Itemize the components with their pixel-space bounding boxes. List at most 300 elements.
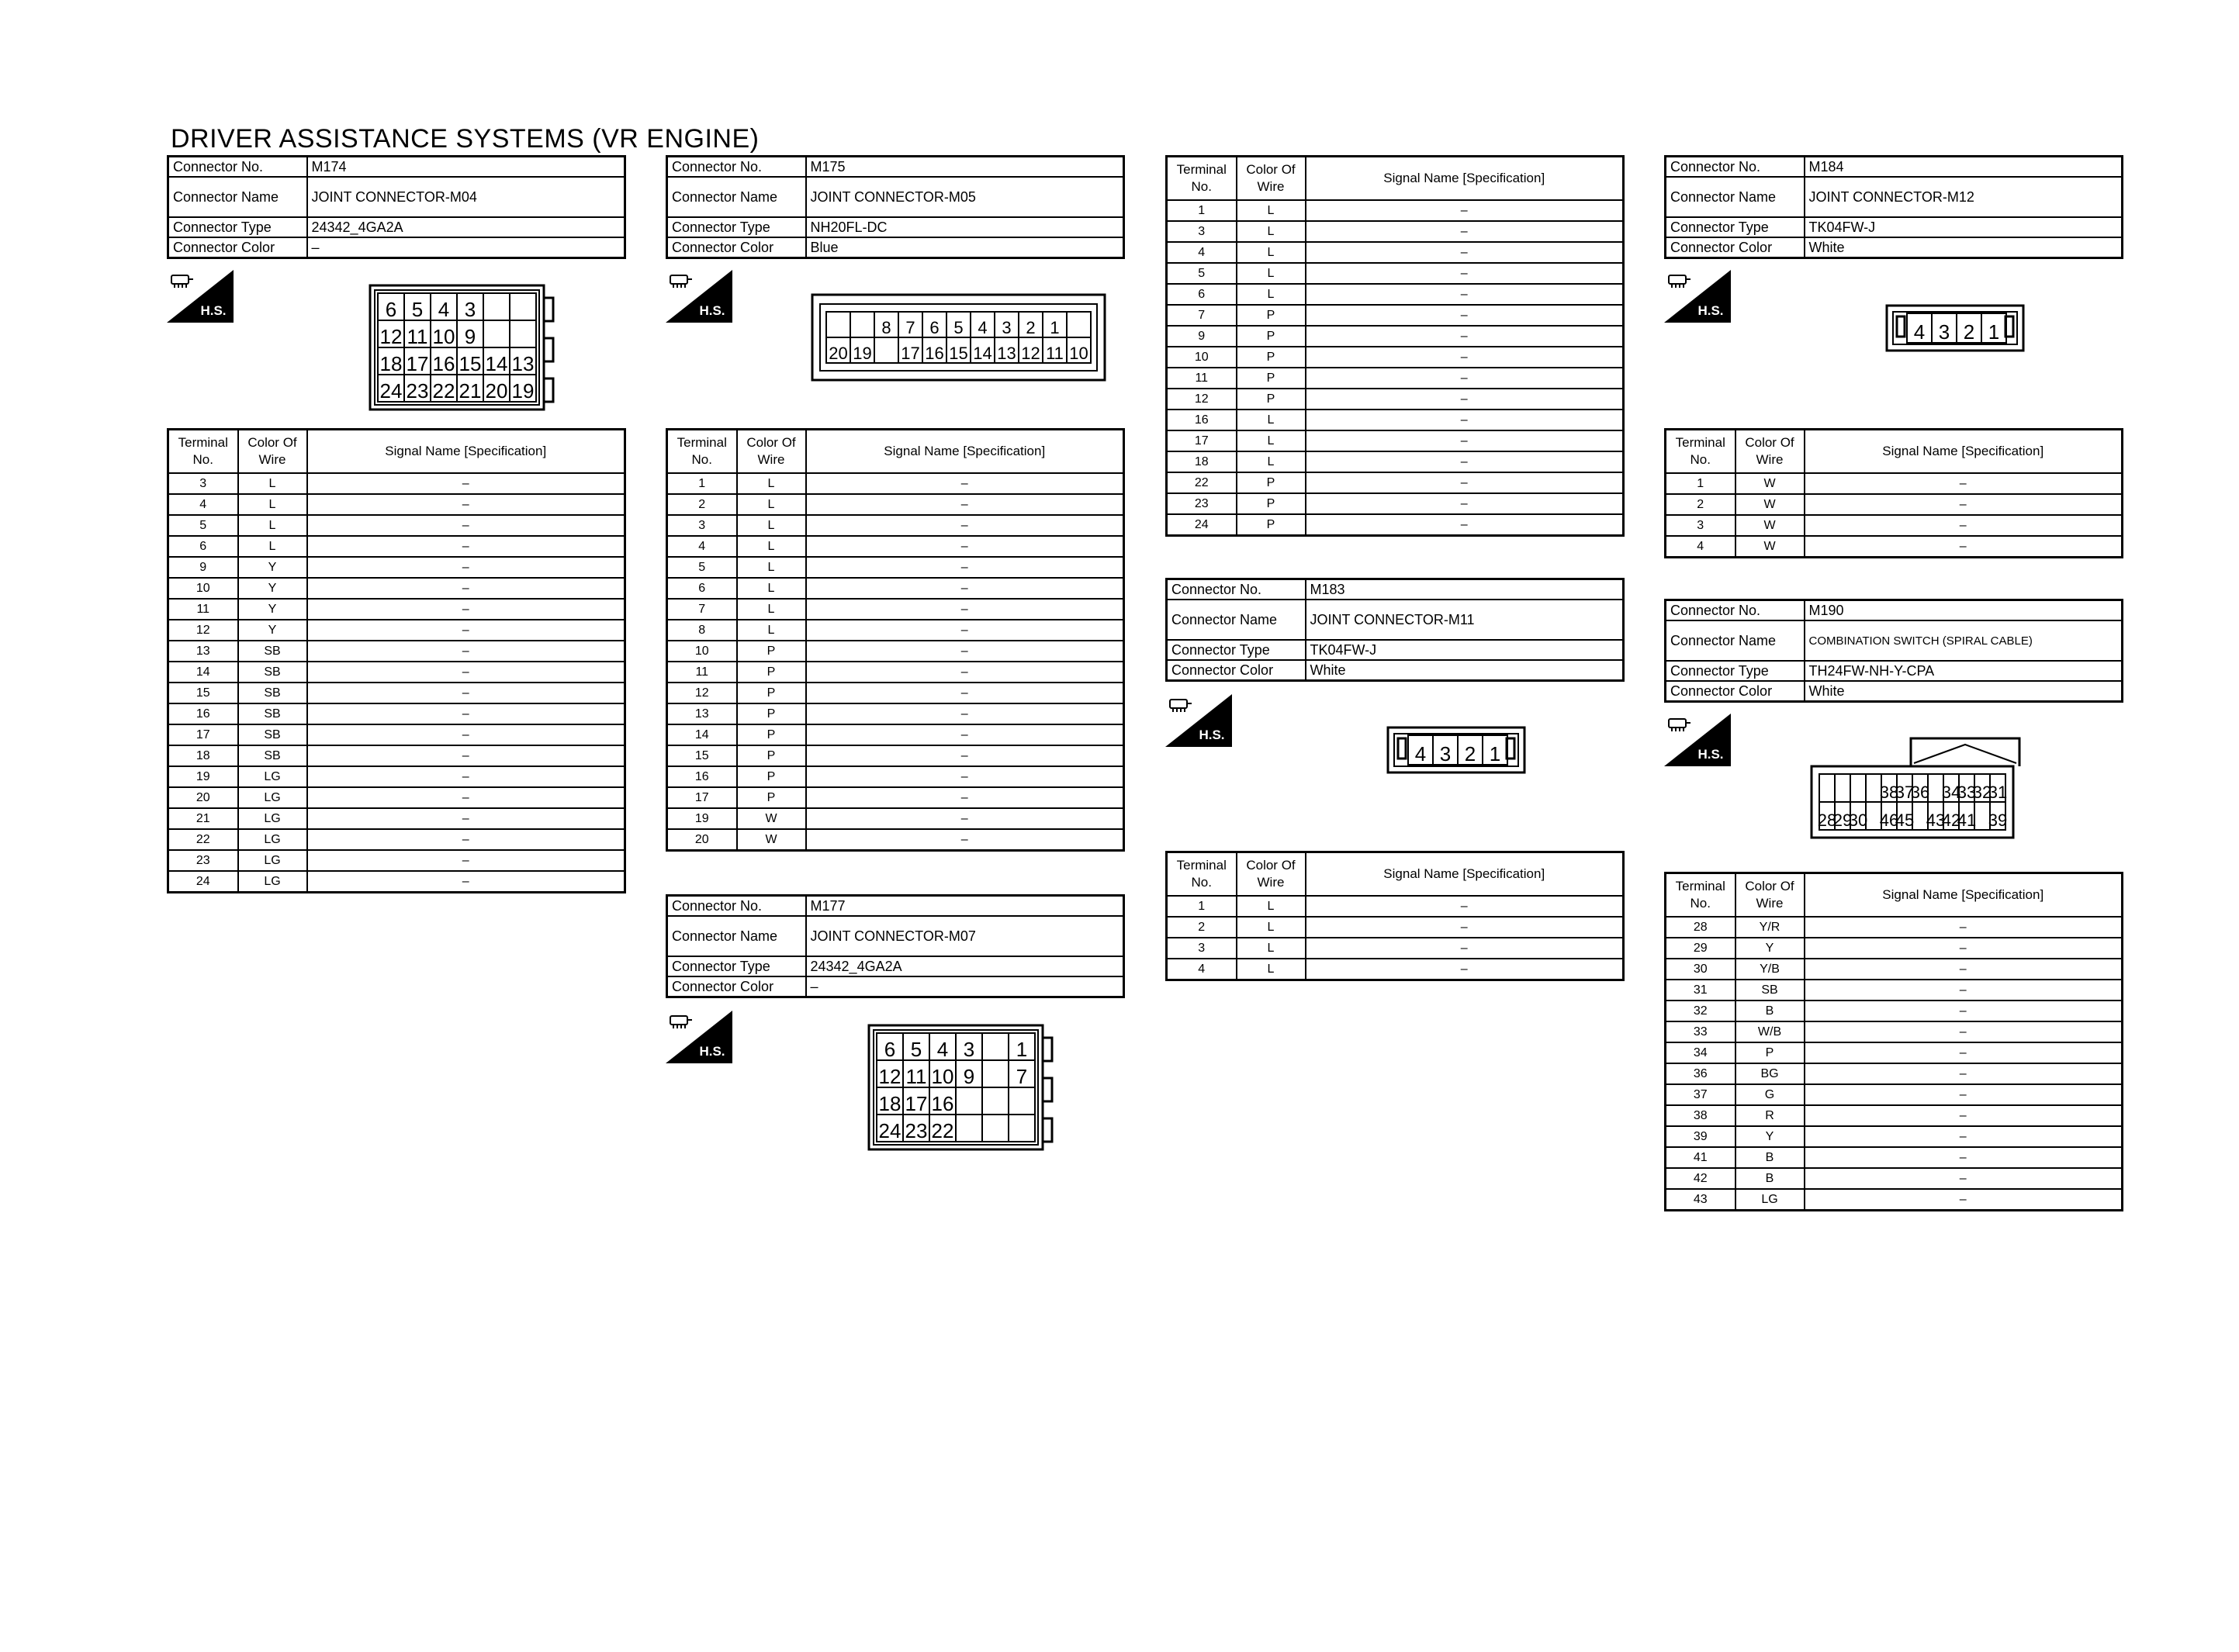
pin-number: 7 [1016, 1065, 1028, 1088]
table-row [168, 850, 625, 871]
pin-number: 7 [905, 318, 915, 337]
page-title: DRIVER ASSISTANCE SYSTEMS (VR ENGINE) [171, 124, 760, 154]
connector-color-value: – [307, 237, 625, 258]
table-row [1666, 1147, 2123, 1168]
connector-color-value: – [806, 976, 1124, 997]
pin-number: 16 [432, 352, 455, 375]
wire-color-cell: P [1237, 493, 1306, 514]
wire-color-cell: L [1237, 410, 1306, 430]
pin-number: 17 [901, 344, 920, 363]
connector-name-value: JOINT CONNECTOR-M11 [1306, 600, 1624, 640]
terminal-no-cell: 22 [1167, 472, 1237, 493]
table-row [168, 703, 625, 724]
signal-name-cell: – [1306, 221, 1624, 242]
terminal-no-cell: 20 [168, 787, 238, 808]
connector-name-label: Connector Name [1666, 620, 1805, 661]
wire-color-cell: W/B [1735, 1021, 1805, 1042]
connector-color-label: Connector Color [1666, 237, 1805, 258]
pin-cavity [510, 293, 536, 320]
signal-name-cell: – [1805, 959, 2123, 980]
pin-number: 2 [1026, 318, 1036, 337]
table-row [1167, 389, 1624, 410]
terminal-no-cell: 17 [667, 787, 737, 808]
terminal-no-cell: 9 [168, 557, 238, 578]
wire-color-cell: LG [238, 850, 307, 871]
signal-name-cell: – [1805, 917, 2123, 938]
connector-no-label: Connector No. [1666, 157, 1805, 178]
table-row [1666, 473, 2123, 494]
signal-name-cell: – [1805, 1021, 2123, 1042]
wire-color-cell: P [737, 745, 806, 766]
wire-color-cell: P [1237, 368, 1306, 389]
wire-color-cell: L [737, 494, 806, 515]
connector-no-label: Connector No. [667, 896, 806, 917]
signal-name-cell: – [1306, 896, 1624, 917]
pin-number: 37 [1895, 783, 1915, 802]
wire-color-cell: P [737, 641, 806, 662]
table-row [1167, 917, 1624, 938]
pin-cavity [483, 320, 510, 347]
terminal-no-cell: 12 [168, 620, 238, 641]
table-row [667, 808, 1124, 829]
table-row [667, 536, 1124, 557]
table-row [1167, 221, 1624, 242]
terminal-no-cell: 10 [667, 641, 737, 662]
harness-side-icon [666, 270, 732, 323]
terminal-no-cell: 2 [1167, 917, 1237, 938]
terminal-no-cell: 15 [667, 745, 737, 766]
connector-info-m177 [666, 894, 1125, 998]
terminal-no-cell: 11 [1167, 368, 1237, 389]
terminal-no-cell: 5 [1167, 263, 1237, 284]
wire-color-cell: P [1237, 472, 1306, 493]
pin-number: 39 [1988, 810, 2008, 830]
connector-no-label: Connector No. [168, 157, 307, 178]
wire-color-cell: L [1237, 221, 1306, 242]
pin-cavity [874, 337, 898, 363]
table-row [1666, 1126, 2123, 1147]
connector-info-m183 [1165, 578, 1625, 682]
connector-lock [1897, 316, 1905, 337]
wire-color-cell: W [1735, 536, 1805, 558]
table-row [1167, 430, 1624, 451]
terminal-no-cell: 19 [168, 766, 238, 787]
pin-number: 24 [878, 1119, 901, 1142]
terminal-no-cell: 30 [1666, 959, 1735, 980]
wire-color-cell: P [737, 683, 806, 703]
table-row [667, 620, 1124, 641]
connector-no-value: M177 [806, 896, 1124, 917]
signal-name-header: Signal Name [Specification] [1805, 873, 2123, 918]
pin-number: 46 [1879, 810, 1899, 830]
wire-color-cell: P [737, 787, 806, 808]
signal-name-cell: – [1805, 1084, 2123, 1105]
wire-color-cell: W [737, 829, 806, 851]
wire-color-cell: SB [238, 724, 307, 745]
table-row [168, 662, 625, 683]
pin-table-m190 [1664, 872, 2123, 1211]
terminal-no-cell: 20 [667, 829, 737, 851]
pin-number: 36 [1910, 783, 1930, 802]
table-row [667, 515, 1124, 536]
pin-cavity [1009, 1115, 1035, 1142]
table-row [667, 683, 1124, 703]
signal-name-cell: – [1306, 917, 1624, 938]
signal-name-cell: – [1306, 305, 1624, 326]
table-row [1666, 1105, 2123, 1126]
table-row [1167, 896, 1624, 917]
wire-color-cell: W [737, 808, 806, 829]
pin-number: 6 [884, 1038, 896, 1061]
table-row [1666, 494, 2123, 515]
signal-name-cell: – [1306, 410, 1624, 430]
terminal-no-cell: 5 [667, 557, 737, 578]
table-row [667, 662, 1124, 683]
wire-color-cell: BG [1735, 1063, 1805, 1084]
pin-number: 14 [973, 344, 992, 363]
signal-name-cell: – [307, 766, 625, 787]
wire-color-cell: L [1237, 959, 1306, 980]
signal-name-cell: – [307, 557, 625, 578]
table-row [1167, 451, 1624, 472]
terminal-no-cell: 10 [1167, 347, 1237, 368]
connector-type-label: Connector Type [1666, 661, 1805, 681]
connector-no-label: Connector No. [1167, 579, 1306, 600]
terminal-no-cell: 1 [667, 473, 737, 494]
signal-name-cell: – [806, 515, 1124, 536]
table-row [1167, 514, 1624, 536]
connector-color-value: White [1805, 681, 2123, 702]
pin-number: 10 [432, 325, 455, 348]
terminal-no-cell: 15 [168, 683, 238, 703]
signal-name-cell: – [1805, 1105, 2123, 1126]
table-row [1666, 959, 2123, 980]
signal-name-cell: – [1805, 536, 2123, 558]
wire-color-cell: Y [238, 599, 307, 620]
pin-number: 13 [511, 352, 535, 375]
pin-number: 20 [485, 379, 508, 403]
pin-number: 4 [1414, 742, 1427, 766]
pin-number: 11 [407, 325, 428, 348]
wire-color-cell: G [1735, 1084, 1805, 1105]
pin-number: 1 [1050, 318, 1060, 337]
pin-number: 15 [949, 344, 968, 363]
table-row [1666, 1168, 2123, 1189]
terminal-no-cell: 4 [667, 536, 737, 557]
signal-name-cell: – [806, 745, 1124, 766]
connector-type-value: TH24FW-NH-Y-CPA [1805, 661, 2123, 681]
terminal-no-cell: 3 [1167, 938, 1237, 959]
signal-name-cell: – [307, 662, 625, 683]
wire-color-cell: LG [238, 766, 307, 787]
signal-name-cell: – [1805, 1147, 2123, 1168]
hs-badge-label: H.S. [699, 303, 725, 318]
table-row [1167, 200, 1624, 221]
wire-color-cell: B [1735, 1001, 1805, 1021]
signal-name-cell: – [1306, 430, 1624, 451]
pin-number: 38 [1879, 783, 1899, 802]
pin-number: 5 [953, 318, 964, 337]
connector-name-value: JOINT CONNECTOR-M12 [1805, 177, 2123, 217]
connector-name-value: COMBINATION SWITCH (SPIRAL CABLE) [1805, 620, 2123, 661]
connector-no-value: M190 [1805, 600, 2123, 621]
terminal-no-cell: 16 [168, 703, 238, 724]
signal-name-cell: – [1805, 515, 2123, 536]
pin-number: 3 [1439, 742, 1452, 766]
pin-number: 9 [963, 1065, 975, 1088]
connector-type-label: Connector Type [667, 956, 806, 976]
signal-name-cell: – [1306, 493, 1624, 514]
table-row [667, 473, 1124, 494]
terminal-no-header: Terminal No. [1666, 873, 1735, 918]
connector-name-label: Connector Name [667, 177, 806, 217]
color-of-wire-header: Color Of Wire [1735, 873, 1805, 918]
table-row [168, 745, 625, 766]
terminal-no-cell: 37 [1666, 1084, 1735, 1105]
table-row [168, 557, 625, 578]
pin-number: 1 [1016, 1038, 1028, 1061]
table-row [667, 557, 1124, 578]
hs-badge-label: H.S. [200, 303, 227, 318]
pin-number: 3 [963, 1038, 975, 1061]
pin-cavity [1850, 774, 1866, 802]
wire-color-cell: L [1237, 284, 1306, 305]
table-row [168, 578, 625, 599]
terminal-no-cell: 18 [1167, 451, 1237, 472]
wire-color-cell: Y [238, 557, 307, 578]
hs-badge-label: H.S. [699, 1044, 725, 1059]
connector-name-label: Connector Name [168, 177, 307, 217]
pin-number: 18 [878, 1092, 901, 1115]
pin-cavity [956, 1115, 982, 1142]
table-row [1167, 284, 1624, 305]
table-row [1167, 242, 1624, 263]
pin-number: 2 [1963, 320, 1975, 344]
table-row [1167, 263, 1624, 284]
signal-name-cell: – [307, 871, 625, 893]
wire-color-cell: LG [238, 787, 307, 808]
terminal-no-header: Terminal No. [168, 430, 238, 474]
connector-color-label: Connector Color [667, 976, 806, 997]
wire-color-cell: L [737, 599, 806, 620]
signal-name-cell: – [806, 536, 1124, 557]
connector-type-value: NH20FL-DC [806, 217, 1124, 237]
table-row [168, 515, 625, 536]
wire-color-cell: SB [238, 683, 307, 703]
wire-color-cell: L [1237, 242, 1306, 263]
terminal-no-header: Terminal No. [1167, 852, 1237, 897]
connector-face-m174 [369, 284, 558, 411]
signal-name-cell: – [307, 745, 625, 766]
terminal-no-cell: 5 [168, 515, 238, 536]
table-row [1666, 938, 2123, 959]
signal-name-cell: – [806, 808, 1124, 829]
harness-side-icon [1165, 694, 1232, 747]
connector-type-label: Connector Type [168, 217, 307, 237]
pin-cavity [826, 312, 850, 337]
connector-latch [544, 298, 553, 321]
signal-name-cell: – [307, 536, 625, 557]
connector-hood [1911, 738, 2019, 766]
pin-number: 17 [905, 1092, 928, 1115]
table-row [1167, 368, 1624, 389]
pin-number: 10 [931, 1065, 954, 1088]
table-row [1666, 1084, 2123, 1105]
table-row [1666, 536, 2123, 558]
pin-table-m184 [1664, 428, 2123, 558]
connector-type-value: 24342_4GA2A [806, 956, 1124, 976]
signal-name-cell: – [1306, 284, 1624, 305]
table-row [1666, 980, 2123, 1001]
wire-color-cell: SB [238, 703, 307, 724]
connector-latch [1043, 1078, 1052, 1101]
pin-number: 16 [925, 344, 944, 363]
table-row [168, 599, 625, 620]
wire-color-cell: Y [1735, 1126, 1805, 1147]
pin-number: 9 [464, 325, 476, 348]
wire-color-cell: L [238, 536, 307, 557]
pin-number: 1 [1988, 320, 2000, 344]
signal-name-cell: – [1306, 242, 1624, 263]
terminal-no-cell: 6 [1167, 284, 1237, 305]
signal-name-cell: – [806, 787, 1124, 808]
terminal-no-cell: 1 [1167, 896, 1237, 917]
signal-name-cell: – [1306, 263, 1624, 284]
connector-info-m184 [1664, 155, 2123, 259]
signal-name-cell: – [307, 829, 625, 850]
table-row [1666, 1001, 2123, 1021]
signal-name-header: Signal Name [Specification] [1306, 852, 1624, 897]
connector-no-value: M174 [307, 157, 625, 178]
pin-number: 20 [829, 344, 848, 363]
terminal-no-cell: 3 [1666, 515, 1735, 536]
pin-number: 18 [379, 352, 403, 375]
table-row [168, 829, 625, 850]
color-of-wire-header: Color Of Wire [1735, 430, 1805, 474]
pin-cavity [483, 293, 510, 320]
terminal-no-cell: 10 [168, 578, 238, 599]
pin-number: 5 [411, 298, 424, 321]
pin-number: 12 [379, 325, 403, 348]
pin-number: 14 [485, 352, 508, 375]
wire-color-cell: P [737, 662, 806, 683]
signal-name-cell: – [1805, 1189, 2123, 1211]
pin-cavity [982, 1087, 1009, 1115]
signal-name-cell: – [806, 599, 1124, 620]
connector-lock [1398, 738, 1406, 759]
pin-cavity [1835, 774, 1850, 802]
pin-number: 21 [459, 379, 482, 403]
connector-face-m175 [811, 293, 1106, 382]
terminal-no-cell: 3 [667, 515, 737, 536]
connector-face-m184 [1885, 304, 2025, 352]
pin-number: 34 [1941, 783, 1961, 802]
pin-number: 30 [1848, 810, 1868, 830]
wire-color-cell: P [737, 703, 806, 724]
pin-number: 41 [1957, 810, 1977, 830]
wire-color-cell: Y [1735, 938, 1805, 959]
connector-no-value: M183 [1306, 579, 1624, 600]
pin-number: 11 [1046, 344, 1064, 363]
pin-number: 12 [878, 1065, 901, 1088]
wire-color-cell: P [1237, 514, 1306, 536]
table-row [667, 766, 1124, 787]
signal-name-cell: – [307, 808, 625, 829]
signal-name-cell: – [1805, 938, 2123, 959]
pin-number: 6 [385, 298, 397, 321]
pin-cavity [850, 312, 874, 337]
signal-name-header: Signal Name [Specification] [1306, 157, 1624, 201]
wire-color-cell: P [1735, 1042, 1805, 1063]
wire-color-cell: SB [238, 641, 307, 662]
pin-number: 17 [406, 352, 429, 375]
pin-number: 3 [1002, 318, 1012, 337]
table-row [1666, 917, 2123, 938]
table-row [667, 641, 1124, 662]
wire-color-cell: Y/B [1735, 959, 1805, 980]
signal-name-cell: – [1805, 1001, 2123, 1021]
table-row [1167, 959, 1624, 980]
terminal-no-cell: 33 [1666, 1021, 1735, 1042]
pin-table-m177 [1165, 155, 1625, 537]
pin-table-m175 [666, 428, 1125, 852]
signal-name-header: Signal Name [Specification] [1805, 430, 2123, 474]
pin-number: 6 [929, 318, 940, 337]
pin-number: 29 [1832, 810, 1853, 830]
terminal-no-header: Terminal No. [667, 430, 737, 474]
terminal-no-cell: 34 [1666, 1042, 1735, 1063]
terminal-no-cell: 12 [667, 683, 737, 703]
wire-color-cell: P [1237, 347, 1306, 368]
terminal-no-cell: 4 [168, 494, 238, 515]
wire-color-cell: L [238, 494, 307, 515]
terminal-no-header: Terminal No. [1666, 430, 1735, 474]
terminal-no-cell: 19 [667, 808, 737, 829]
wire-color-cell: Y [238, 578, 307, 599]
connector-face-m177 [867, 1024, 1057, 1151]
table-row [1167, 493, 1624, 514]
wire-color-cell: L [737, 473, 806, 494]
wire-color-cell: LG [238, 871, 307, 893]
harness-side-icon [1664, 270, 1731, 323]
table-row [1666, 1063, 2123, 1084]
terminal-no-cell: 13 [168, 641, 238, 662]
table-row [667, 724, 1124, 745]
table-row [1666, 1042, 2123, 1063]
signal-name-cell: – [307, 599, 625, 620]
connector-latch [544, 378, 553, 402]
table-row [1167, 326, 1624, 347]
wire-color-cell: W [1735, 473, 1805, 494]
wire-color-cell: L [1237, 917, 1306, 938]
connector-no-value: M175 [806, 157, 1124, 178]
table-row [168, 620, 625, 641]
signal-name-cell: – [1306, 959, 1624, 980]
terminal-no-cell: 4 [1167, 242, 1237, 263]
terminal-no-cell: 9 [1167, 326, 1237, 347]
connector-type-value: 24342_4GA2A [307, 217, 625, 237]
wire-color-cell: W [1735, 515, 1805, 536]
connector-info-m175 [666, 155, 1125, 259]
signal-name-cell: – [1306, 347, 1624, 368]
pin-number: 15 [459, 352, 482, 375]
terminal-no-cell: 43 [1666, 1189, 1735, 1211]
terminal-no-cell: 38 [1666, 1105, 1735, 1126]
pin-cavity [956, 1087, 982, 1115]
color-of-wire-header: Color Of Wire [1237, 157, 1306, 201]
table-row [667, 829, 1124, 851]
table-row [168, 683, 625, 703]
